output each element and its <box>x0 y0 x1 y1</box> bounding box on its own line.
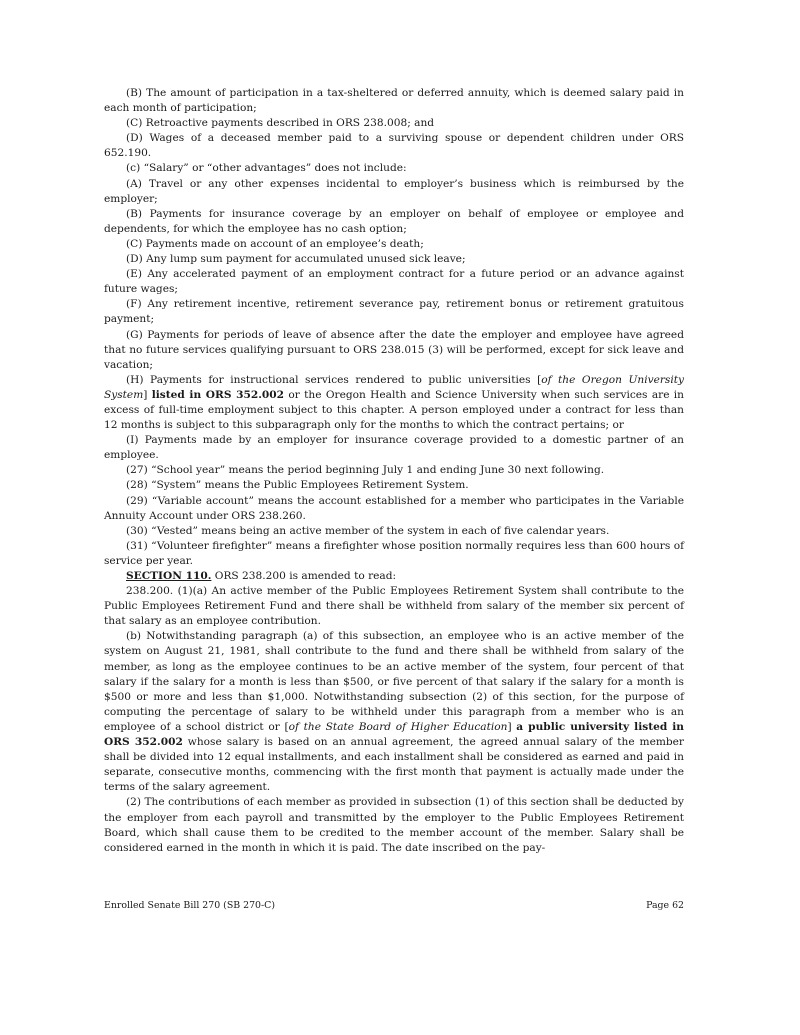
paragraph: (C) Payments made on account of an employee’s death; <box>126 237 424 250</box>
text-run: ] <box>143 388 152 401</box>
section-heading <box>104 569 684 584</box>
text-run: whose salary is based on an annual agreement, the agreed annual salary of the member shall be divided into 12 equal installments, and each installment shall be considered as earned and paid in separate, consecutive months, commencing with the first month that payment is actually made under the terms of the salary agreement. <box>104 736 684 794</box>
paragraph: (G) Payments for periods of leave of absence after the date the employer and employee have agreed that no future services qualifying pursuant to ORS 238.015 (3) will be performed, except for sick leave and vacation; <box>104 328 684 371</box>
text-run: (H) Payments for instructional services rendered to public universities [ <box>126 373 542 386</box>
paragraph: (28) “System” means the Public Employees Retirement System. <box>126 479 469 492</box>
paragraph: (c) “Salary” or “other advantages” does not include: <box>126 162 407 175</box>
paragraph <box>104 373 684 433</box>
text-run: (b) Notwithstanding paragraph (a) of this subsection, an employee who is an active member of the system on August 21, 1981, shall contribute to the fund and there shall be withheld from salary of the member, as long as the employee continues to be an active member of the system, four percent of that salary if the salary for a month is less than $500, or five percent of that salary if the salary for a month is $500 or more and less than $1,000. Notwithstanding subsection (2) of this section, for the purpose of computing the percentage of salary to be withheld under this paragraph from a member who is an employee of a school district or [ <box>104 630 684 733</box>
paragraph: (B) Payments for insurance coverage by an employer on behalf of employee or employee and dependents, for which the employee has no cash option; <box>104 207 684 235</box>
paragraph: (2) The contributions of each member as provided in subsection (1) of this section shall be deducted by the employer from each payroll and transmitted by the employer to the Public Employees Retirement Board, which shall cause them to be credited to the member account of the member. Salary shall be considered earned in the month in which it is paid. The date inscribed on the pay- <box>104 796 684 854</box>
paragraph: (D) Any lump sum payment for accumulated unused sick leave; <box>126 253 466 266</box>
paragraph: (C) Retroactive payments described in ORS 238.008; and <box>126 117 435 130</box>
page-footer <box>104 900 684 911</box>
added-text: listed in ORS 352.002 <box>151 388 285 401</box>
paragraph: (A) Travel or any other expenses incidental to employer’s business which is reimbursed by the employer; <box>104 177 684 205</box>
section-number: SECTION 110. <box>126 570 212 582</box>
paragraph: (E) Any accelerated payment of an employment contract for a future period or an advance against future wages; <box>104 268 684 296</box>
paragraph: 238.200. (1)(a) An active member of the Public Employees Retirement System shall contribute to the Public Employees Retirement Fund and there shall be withheld from salary of the member six percent of that salary as an employee contribution. <box>104 585 684 628</box>
text-run: ] <box>507 720 517 733</box>
paragraph: (30) “Vested” means being an active member of the system in each of five calendar years. <box>126 524 610 537</box>
text-run: ORS 238.200 is amended to read: <box>211 570 397 582</box>
paragraph <box>104 629 684 795</box>
footer-page-number: Page 62 <box>646 900 684 911</box>
deleted-text: of the Oregon University System <box>104 373 684 401</box>
paragraph: (I) Payments made by an employer for insurance coverage provided to a domestic partner of an employee. <box>104 434 684 462</box>
paragraph: (29) “Variable account” means the account established for a member who participates in the Variable Annuity Account under ORS 238.260. <box>104 494 684 522</box>
text-run: or the Oregon Health and Science University when such services are in excess of full-time employment subject to this chapter. A person employed under a contract for less than 12 months is subject to this subparagraph only for the months to which the contract pertains; or <box>104 388 684 432</box>
added-text: a public university listed in ORS 352.002 <box>104 720 684 749</box>
deleted-text: of the State Board of Higher Education <box>288 720 508 733</box>
paragraph: (F) Any retirement incentive, retirement severance pay, retirement bonus or retirement gratuitous payment; <box>104 298 684 326</box>
paragraph: (31) “Volunteer firefighter” means a firefighter whose position normally requires less than 600 hours of service per year. <box>104 539 684 567</box>
paragraph: (D) Wages of a deceased member paid to a surviving spouse or dependent children under ORS 652.190. <box>104 132 684 160</box>
footer-bill-title: Enrolled Senate Bill 270 (SB 270-C) <box>104 900 276 911</box>
paragraph: (B) The amount of participation in a tax-sheltered or deferred annuity, which is deemed salary paid in each month of participation; <box>104 87 684 115</box>
document-body <box>104 86 684 856</box>
paragraph: (27) “School year” means the period beginning July 1 and ending June 30 next following. <box>126 464 605 477</box>
